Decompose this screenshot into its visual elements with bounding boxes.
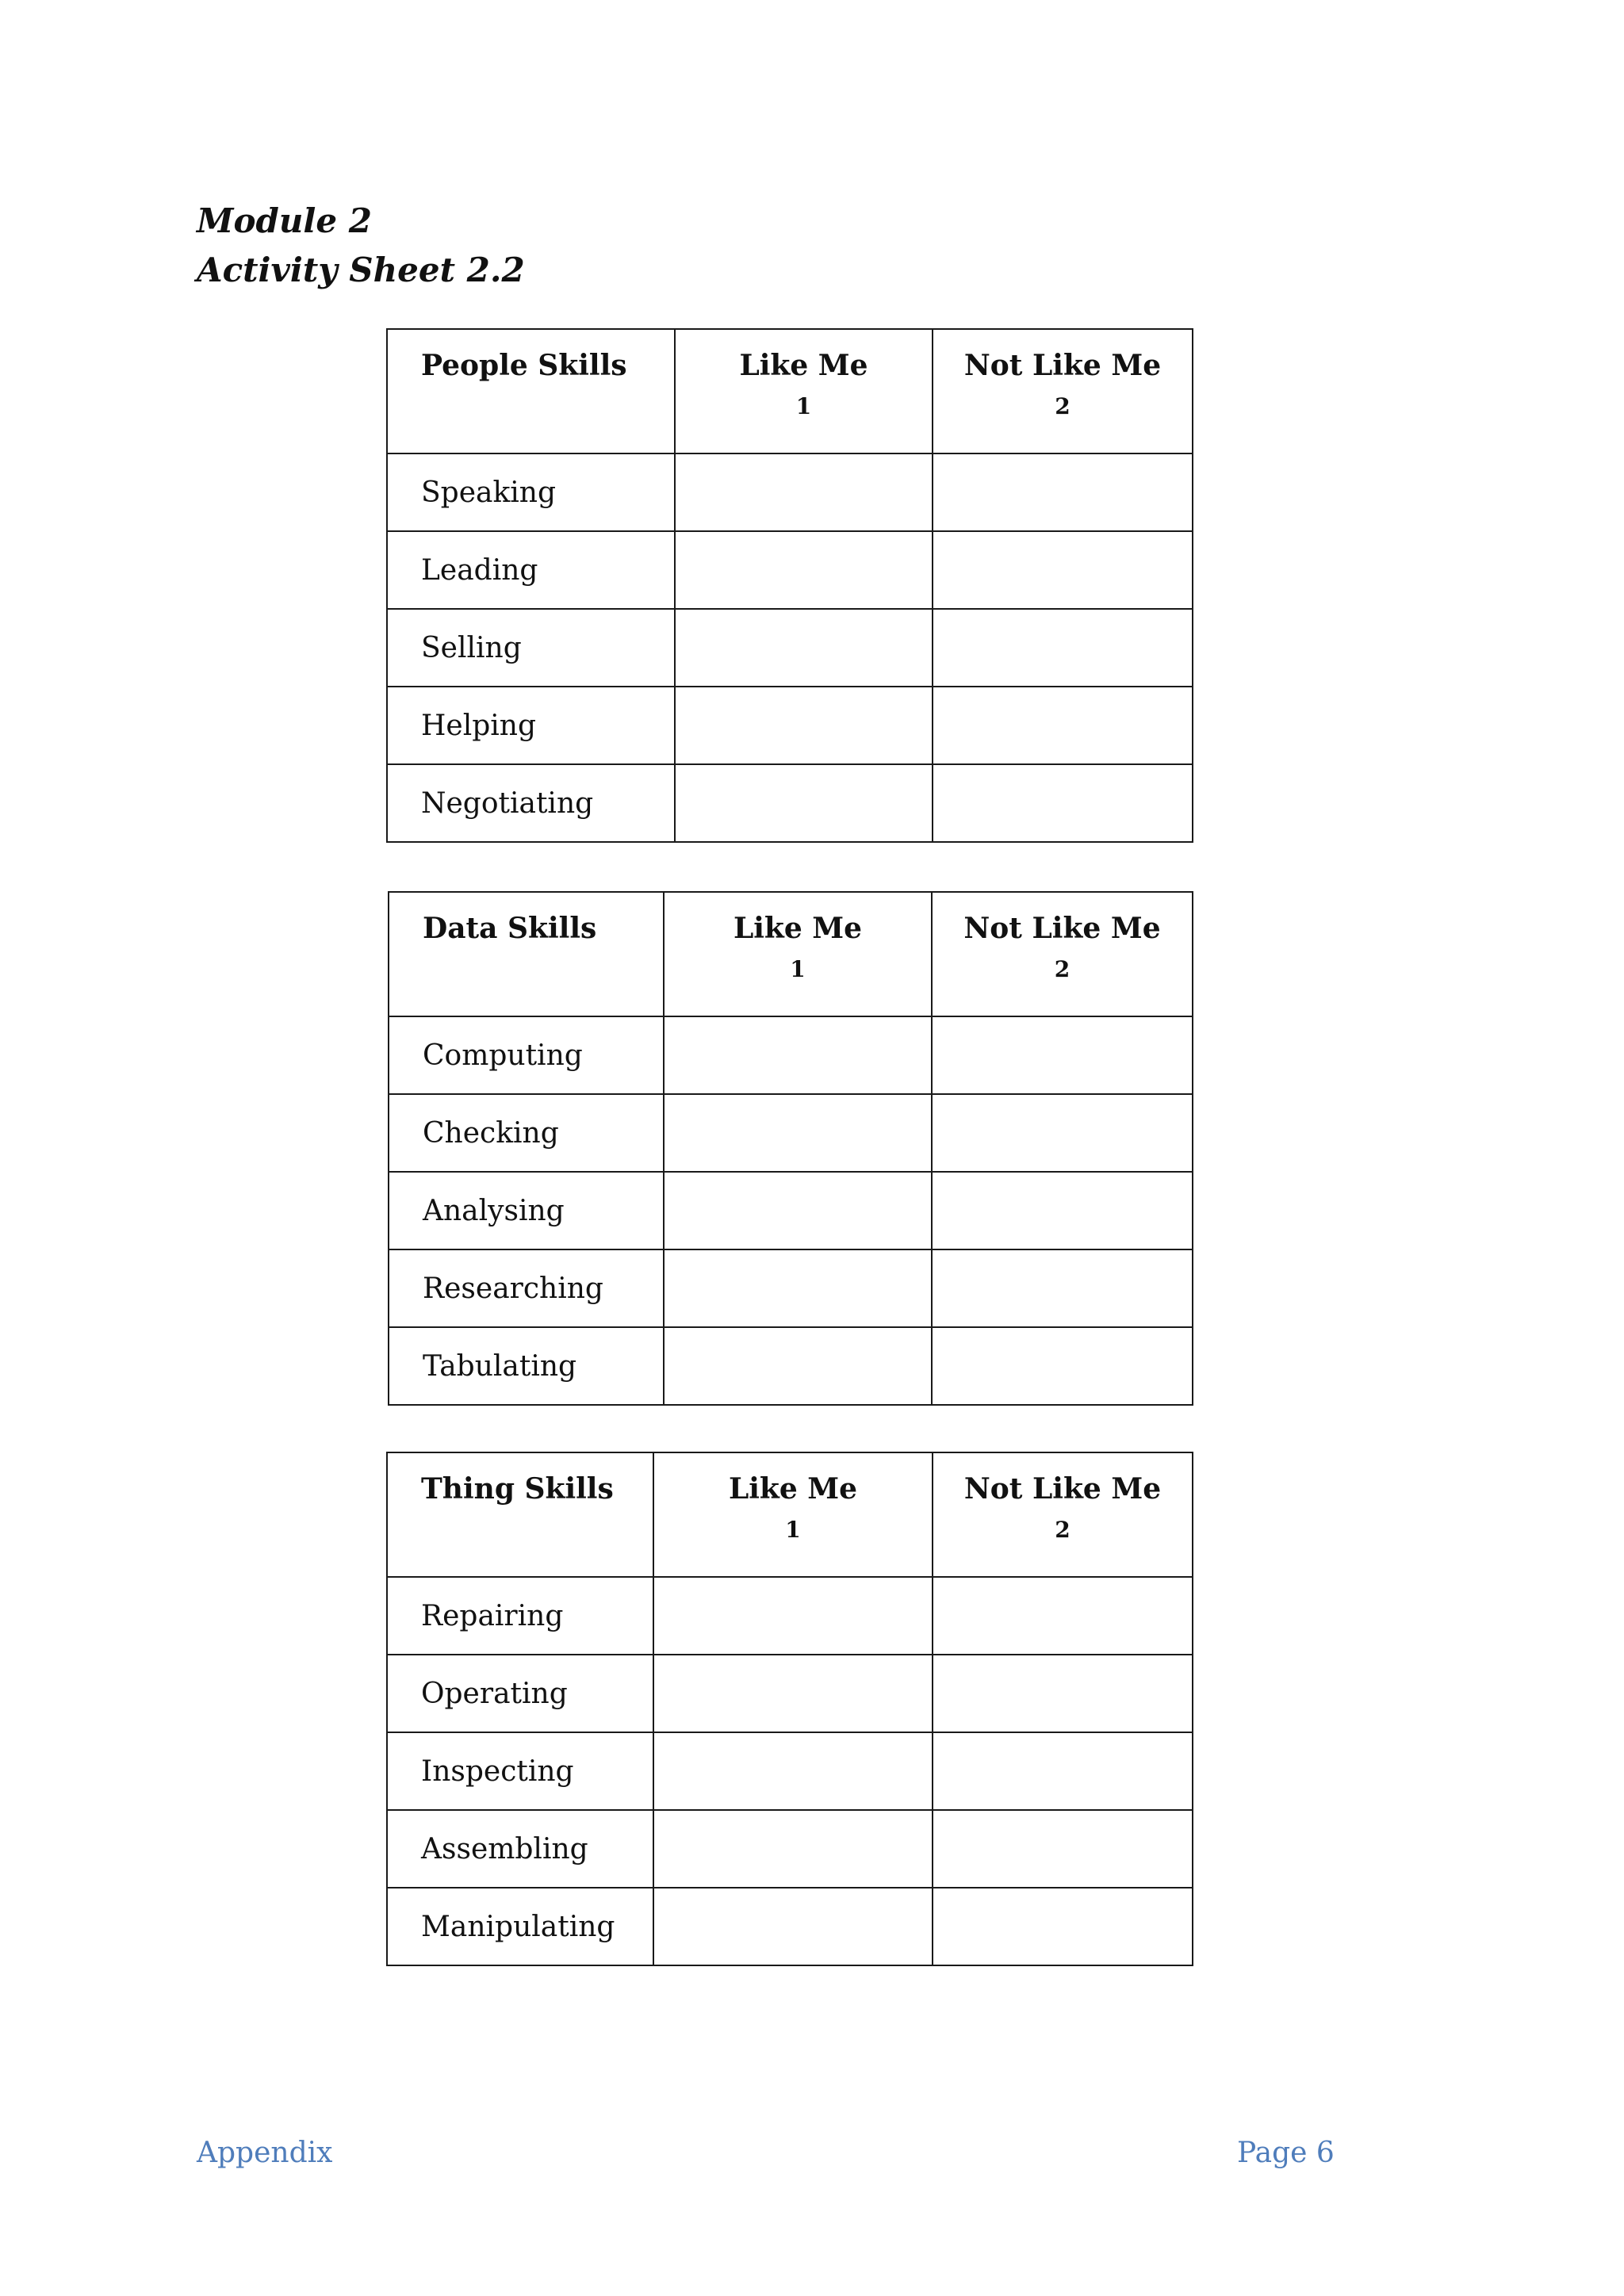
table-row xyxy=(387,453,1193,531)
table-header-row xyxy=(389,892,1193,1016)
activity-sheet-title: Activity Sheet 2.2 xyxy=(197,251,525,289)
like-me-number: 1 xyxy=(795,393,812,419)
table-row xyxy=(387,1732,1193,1810)
skill-name-cell: Analysing xyxy=(389,1172,664,1249)
table-row xyxy=(387,1810,1193,1888)
table-row xyxy=(387,1577,1193,1655)
like-me-label: Like Me xyxy=(728,1472,858,1506)
like-me-cell[interactable] xyxy=(664,1327,932,1405)
table-title: People Skills xyxy=(421,349,627,382)
data-skills-table xyxy=(388,891,1193,1406)
not-like-me-number: 2 xyxy=(1055,393,1071,419)
not-like-me-cell[interactable] xyxy=(932,1016,1193,1094)
not-like-me-label: Not Like Me xyxy=(963,1472,1162,1506)
table-title-cell xyxy=(387,1452,653,1577)
not-like-me-label: Not Like Me xyxy=(963,349,1162,382)
like-me-label: Like Me xyxy=(733,912,863,945)
people-skills-table xyxy=(386,328,1193,843)
not-like-me-header xyxy=(933,1452,1193,1577)
table-row xyxy=(387,531,1193,609)
like-me-cell[interactable] xyxy=(664,1249,932,1327)
footer-page-number: Page 6 xyxy=(1237,2137,1335,2169)
like-me-cell[interactable] xyxy=(653,1655,933,1732)
table-title-cell xyxy=(389,892,664,1016)
not-like-me-cell[interactable] xyxy=(933,1732,1193,1810)
skill-name-cell: Researching xyxy=(389,1249,664,1327)
skill-name-cell: Leading xyxy=(387,531,675,609)
skill-name-cell: Speaking xyxy=(387,453,675,531)
not-like-me-cell[interactable] xyxy=(932,1094,1193,1172)
table-row xyxy=(389,1094,1193,1172)
skill-name-cell: Assembling xyxy=(387,1810,653,1888)
not-like-me-header xyxy=(932,892,1193,1016)
like-me-cell[interactable] xyxy=(675,531,933,609)
table-row xyxy=(387,764,1193,842)
table-row xyxy=(389,1016,1193,1094)
skill-name-cell: Manipulating xyxy=(387,1888,653,1965)
not-like-me-cell[interactable] xyxy=(933,1655,1193,1732)
not-like-me-cell[interactable] xyxy=(933,453,1193,531)
footer-appendix-label: Appendix xyxy=(197,2137,333,2169)
like-me-cell[interactable] xyxy=(664,1172,932,1249)
table-row xyxy=(389,1249,1193,1327)
like-me-label: Like Me xyxy=(739,349,868,382)
not-like-me-label: Not Like Me xyxy=(963,912,1161,945)
not-like-me-number: 2 xyxy=(1054,956,1071,982)
like-me-number: 1 xyxy=(790,956,806,982)
table-row xyxy=(389,1172,1193,1249)
table-header-row xyxy=(387,329,1193,453)
skill-name-cell: Computing xyxy=(389,1016,664,1094)
not-like-me-cell[interactable] xyxy=(933,531,1193,609)
like-me-cell[interactable] xyxy=(675,764,933,842)
not-like-me-cell[interactable] xyxy=(933,1577,1193,1655)
table-row xyxy=(387,1655,1193,1732)
skill-name-cell: Negotiating xyxy=(387,764,675,842)
not-like-me-cell[interactable] xyxy=(933,1810,1193,1888)
not-like-me-cell[interactable] xyxy=(933,764,1193,842)
not-like-me-cell[interactable] xyxy=(932,1249,1193,1327)
table-title: Data Skills xyxy=(423,912,597,945)
table-title-cell xyxy=(387,329,675,453)
thing-skills-table xyxy=(386,1452,1193,1966)
not-like-me-cell[interactable] xyxy=(933,1888,1193,1965)
skill-name-cell: Tabulating xyxy=(389,1327,664,1405)
table-title: Thing Skills xyxy=(421,1472,614,1506)
like-me-cell[interactable] xyxy=(653,1888,933,1965)
like-me-cell[interactable] xyxy=(653,1732,933,1810)
skill-name-cell: Selling xyxy=(387,609,675,687)
table-row xyxy=(387,609,1193,687)
table-row xyxy=(387,1888,1193,1965)
like-me-cell[interactable] xyxy=(653,1810,933,1888)
skill-name-cell: Checking xyxy=(389,1094,664,1172)
table-row xyxy=(387,687,1193,764)
like-me-header xyxy=(664,892,932,1016)
module-title: Module 2 xyxy=(197,201,372,240)
table-row xyxy=(389,1327,1193,1405)
like-me-cell[interactable] xyxy=(664,1094,932,1172)
skill-name-cell: Inspecting xyxy=(387,1732,653,1810)
like-me-header xyxy=(675,329,933,453)
like-me-cell[interactable] xyxy=(653,1577,933,1655)
like-me-cell[interactable] xyxy=(675,453,933,531)
like-me-number: 1 xyxy=(785,1517,801,1543)
like-me-cell[interactable] xyxy=(675,687,933,764)
not-like-me-cell[interactable] xyxy=(932,1172,1193,1249)
like-me-cell[interactable] xyxy=(675,609,933,687)
not-like-me-cell[interactable] xyxy=(933,687,1193,764)
like-me-cell[interactable] xyxy=(664,1016,932,1094)
skill-name-cell: Operating xyxy=(387,1655,653,1732)
not-like-me-cell[interactable] xyxy=(932,1327,1193,1405)
not-like-me-cell[interactable] xyxy=(933,609,1193,687)
table-header-row xyxy=(387,1452,1193,1577)
skill-name-cell: Repairing xyxy=(387,1577,653,1655)
skill-name-cell: Helping xyxy=(387,687,675,764)
like-me-header xyxy=(653,1452,933,1577)
not-like-me-header xyxy=(933,329,1193,453)
page-heading xyxy=(197,197,525,295)
not-like-me-number: 2 xyxy=(1055,1517,1071,1543)
